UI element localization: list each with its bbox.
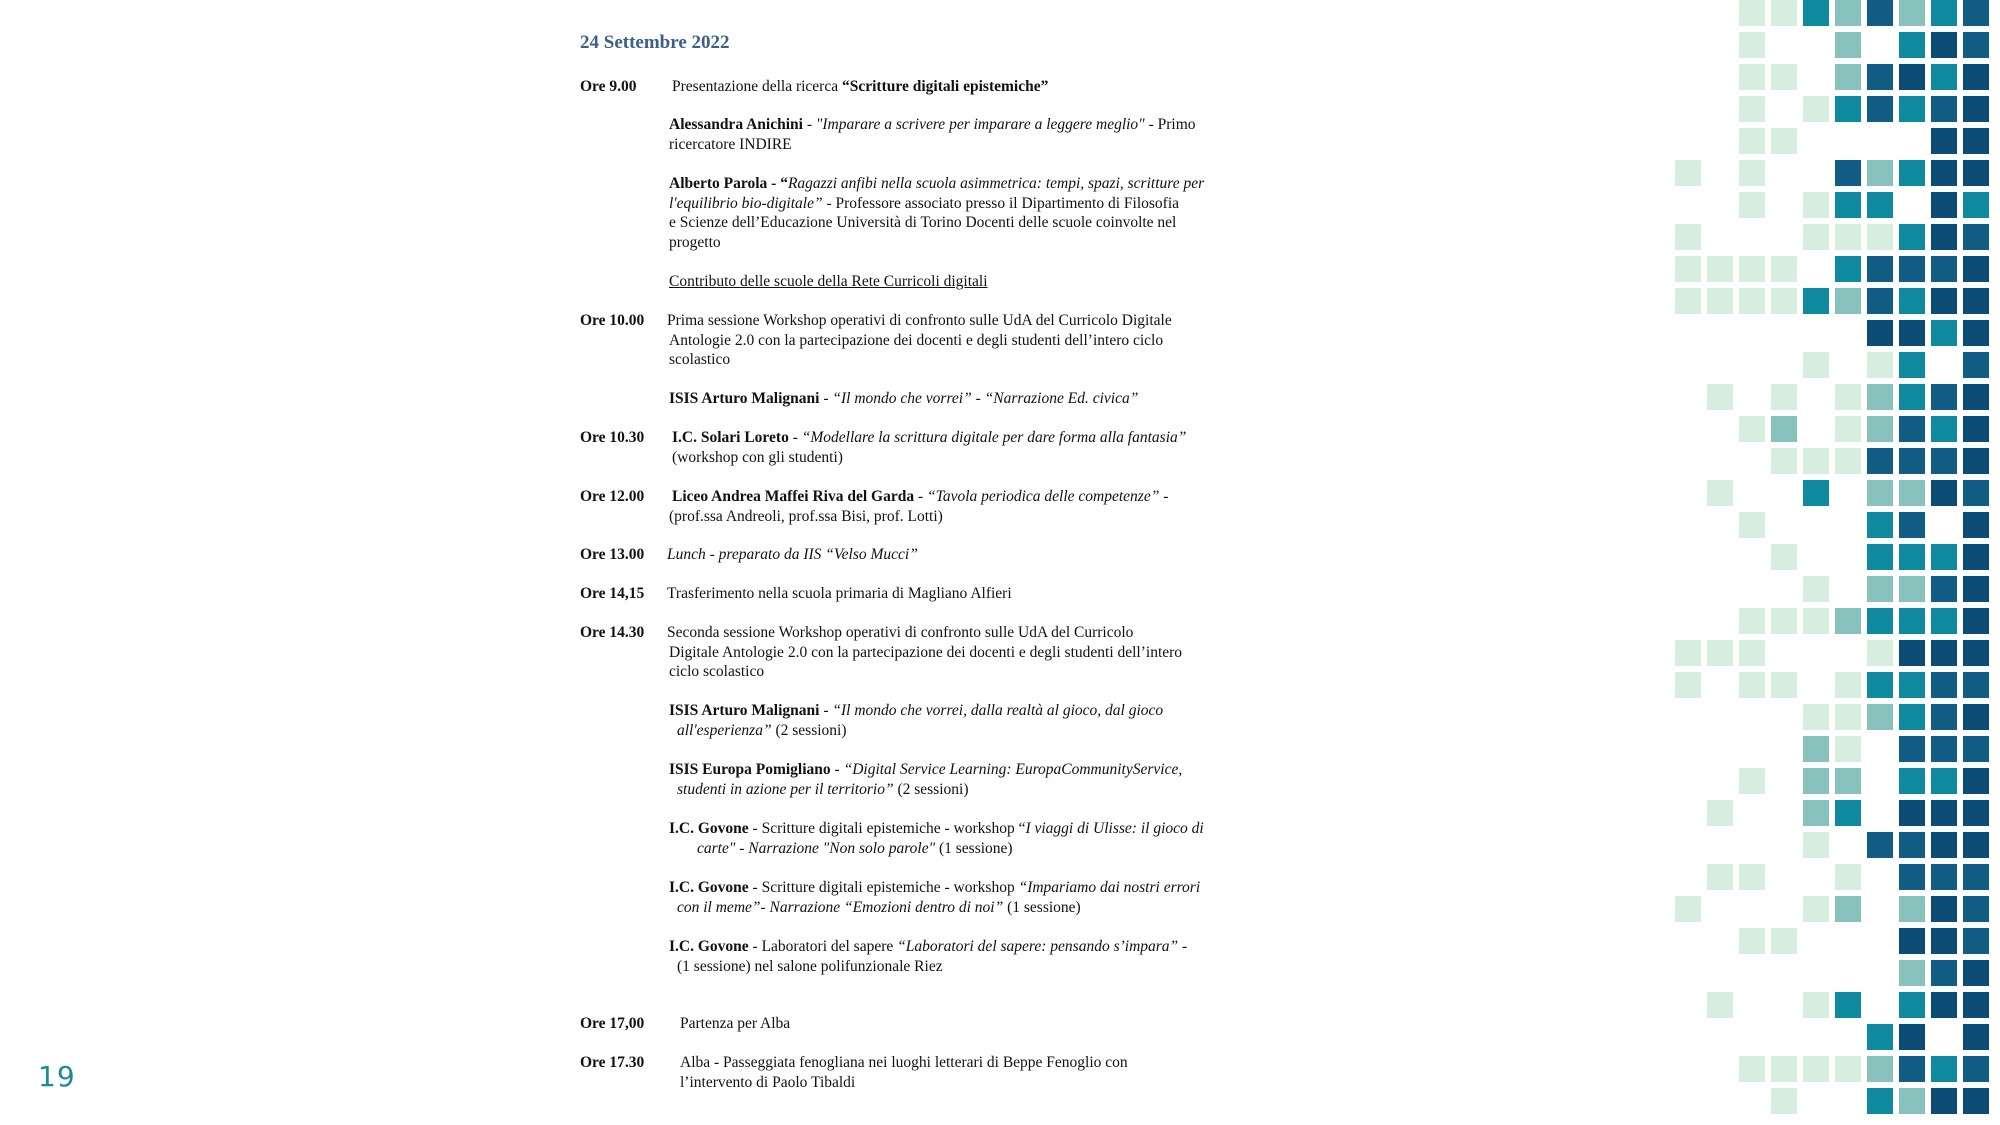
mosaic-square: [1963, 224, 1989, 250]
mosaic-square: [1963, 736, 1989, 762]
mosaic-square: [1931, 832, 1957, 858]
mosaic-square: [1803, 352, 1829, 378]
mosaic-square: [1899, 288, 1925, 314]
mosaic-square: [1931, 928, 1957, 954]
mosaic-square: [1707, 864, 1733, 890]
mosaic-square: [1835, 608, 1861, 634]
mosaic-square: [1931, 320, 1957, 346]
mosaic-square: [1835, 448, 1861, 474]
mosaic-square: [1867, 608, 1893, 634]
mosaic-square: [1835, 32, 1861, 58]
mosaic-square: [1707, 288, 1733, 314]
mosaic-square: [1803, 192, 1829, 218]
mosaic-square: [1867, 320, 1893, 346]
mosaic-square: [1963, 544, 1989, 570]
item-alba: Alba - Passeggiata fenogliana nei luoghi letterari di Beppe Fenoglio con l’intervento di Paolo Tibaldi: [680, 1054, 1128, 1091]
mosaic-square: [1739, 864, 1765, 890]
mosaic-square: [1771, 256, 1797, 282]
item-govone-3: I.C. Govone - Laboratori del sapere “Laboratori del sapere: pensando s’impara” - (1 sessione) nel salone polifunzionale Riez: [669, 938, 1188, 975]
time-1300: Ore 13.00: [580, 546, 645, 563]
mosaic-square: [1899, 608, 1925, 634]
item-govone-2: I.C. Govone - Scritture digitali epistemiche - workshop “Impariamo dai nostri errori con il meme”- Narrazione “Emozioni dentro di noi” (1 sessione): [669, 879, 1201, 916]
item-prima-sessione: Prima sessione Workshop operativi di confronto sulle UdA del Curricolo Digitale Antologie 2.0 con la partecipazione dei docenti e degli studenti dell’intero ciclo scolastico: [667, 312, 1172, 368]
mosaic-square: [1835, 192, 1861, 218]
mosaic-square: [1899, 640, 1925, 666]
mosaic-square: [1899, 544, 1925, 570]
mosaic-square: [1803, 704, 1829, 730]
mosaic-square: [1867, 96, 1893, 122]
mosaic-square: [1963, 992, 1989, 1018]
mosaic-square: [1963, 480, 1989, 506]
speaker-anichini: Alessandra Anichini - "Imparare a scrivere per imparare a leggere meglio" - Primo ricercatore INDIRE: [669, 116, 1196, 153]
mosaic-square: [1963, 672, 1989, 698]
mosaic-square: [1835, 224, 1861, 250]
mosaic-square: [1899, 416, 1925, 442]
speaker-parola: Alberto Parola - “Ragazzi anfibi nella scuola asimmetrica: tempi, spazi, scritture per l'equilibrio bio-digitale” - Professore associato presso il Dipartimento di Filosofia e Scienze dell’Educazione Università di Torino Docenti delle scuole coinvolte nel progetto: [669, 175, 1205, 251]
mosaic-square: [1931, 160, 1957, 186]
mosaic-square: [1867, 416, 1893, 442]
mosaic-square: [1899, 1024, 1925, 1050]
mosaic-square: [1803, 992, 1829, 1018]
mosaic-square: [1899, 0, 1925, 26]
mosaic-square: [1963, 768, 1989, 794]
mosaic-square: [1835, 800, 1861, 826]
mosaic-square: [1931, 768, 1957, 794]
mosaic-square: [1867, 1088, 1893, 1114]
page-number: 19: [38, 1060, 76, 1093]
item-solari-loreto: I.C. Solari Loreto - “Modellare la scrittura digitale per dare forma alla fantasia” (workshop con gli studenti): [672, 429, 1187, 466]
mosaic-square: [1963, 128, 1989, 154]
mosaic-square: [1739, 640, 1765, 666]
mosaic-square: [1899, 1056, 1925, 1082]
mosaic-square: [1771, 128, 1797, 154]
mosaic-square: [1867, 288, 1893, 314]
mosaic-square: [1899, 768, 1925, 794]
mosaic-square: [1963, 1088, 1989, 1114]
item-trasferimento: Trasferimento nella scuola primaria di Magliano Alfieri: [667, 585, 1012, 602]
mosaic-square: [1867, 352, 1893, 378]
mosaic-square: [1931, 736, 1957, 762]
mosaic-square: [1963, 320, 1989, 346]
mosaic-square: [1867, 576, 1893, 602]
mosaic-square: [1707, 640, 1733, 666]
item-govone-1: I.C. Govone - Scritture digitali epistemiche - workshop “I viaggi di Ulisse: il gioco di carte" - Narrazione "Non solo parole" (1 sessione): [669, 820, 1204, 857]
mosaic-square: [1867, 256, 1893, 282]
item-europa-pomigliano: ISIS Europa Pomigliano - “Digital Service Learning: EuropaCommunityService, studenti in azione per il territorio” (2 sessioni): [669, 761, 1183, 798]
mosaic-square: [1803, 0, 1829, 26]
mosaic-square: [1963, 352, 1989, 378]
mosaic-square: [1803, 832, 1829, 858]
mosaic-square: [1963, 448, 1989, 474]
mosaic-square: [1931, 1056, 1957, 1082]
mosaic-square: [1931, 480, 1957, 506]
time-1700: Ore 17,00: [580, 1015, 645, 1032]
contributo-link: Contributo delle scuole della Rete Curricoli digitali: [669, 273, 988, 290]
mosaic-square: [1835, 256, 1861, 282]
mosaic-square: [1931, 672, 1957, 698]
mosaic-square: [1867, 640, 1893, 666]
mosaic-square: [1835, 992, 1861, 1018]
mosaic-square: [1835, 864, 1861, 890]
mosaic-square: [1771, 608, 1797, 634]
time-1415: Ore 14,15: [580, 585, 645, 602]
mosaic-square: [1963, 896, 1989, 922]
mosaic-square: [1835, 736, 1861, 762]
mosaic-square: [1739, 608, 1765, 634]
mosaic-square: [1931, 640, 1957, 666]
mosaic-square: [1963, 32, 1989, 58]
mosaic-square: [1963, 928, 1989, 954]
mosaic-square: [1931, 288, 1957, 314]
mosaic-square: [1707, 256, 1733, 282]
mosaic-square: [1675, 224, 1701, 250]
mosaic-square: [1739, 416, 1765, 442]
mosaic-square: [1931, 864, 1957, 890]
mosaic-square: [1739, 512, 1765, 538]
mosaic-square: [1899, 352, 1925, 378]
mosaic-square: [1963, 96, 1989, 122]
mosaic-square: [1899, 672, 1925, 698]
mosaic-square: [1963, 1024, 1989, 1050]
mosaic-square: [1803, 288, 1829, 314]
mosaic-square: [1835, 96, 1861, 122]
mosaic-square: [1867, 448, 1893, 474]
mosaic-square: [1835, 288, 1861, 314]
program-date: 24 Settembre 2022: [580, 32, 730, 53]
mosaic-square: [1739, 160, 1765, 186]
mosaic-square: [1931, 608, 1957, 634]
mosaic-square: [1707, 992, 1733, 1018]
mosaic-square: [1899, 928, 1925, 954]
mosaic-square: [1963, 64, 1989, 90]
time-1000: Ore 10.00: [580, 312, 645, 329]
mosaic-square: [1899, 64, 1925, 90]
mosaic-square: [1899, 960, 1925, 986]
mosaic-square: [1739, 672, 1765, 698]
mosaic-square: [1963, 416, 1989, 442]
mosaic-square: [1675, 288, 1701, 314]
mosaic-square: [1835, 672, 1861, 698]
mosaic-square: [1963, 640, 1989, 666]
mosaic-square: [1675, 160, 1701, 186]
mosaic-square: [1867, 0, 1893, 26]
mosaic-square: [1963, 800, 1989, 826]
mosaic-square: [1835, 416, 1861, 442]
mosaic-square: [1675, 896, 1701, 922]
mosaic-square: [1739, 928, 1765, 954]
mosaic-square: [1739, 32, 1765, 58]
mosaic-square: [1771, 0, 1797, 26]
mosaic-square: [1931, 448, 1957, 474]
mosaic-square: [1739, 192, 1765, 218]
time-0900: Ore 9.00: [580, 78, 637, 95]
mosaic-square: [1771, 1088, 1797, 1114]
mosaic-square: [1771, 384, 1797, 410]
mosaic-square: [1867, 64, 1893, 90]
mosaic-square: [1835, 768, 1861, 794]
mosaic-square: [1931, 128, 1957, 154]
mosaic-square: [1931, 256, 1957, 282]
mosaic-square: [1771, 64, 1797, 90]
mosaic-square: [1835, 0, 1861, 26]
mosaic-square: [1931, 224, 1957, 250]
mosaic-square: [1739, 768, 1765, 794]
item-malignani-2: ISIS Arturo Malignani - “Il mondo che vorrei, dalla realtà al gioco, dal gioco all'esperienza” (2 sessioni): [669, 702, 1164, 739]
mosaic-square: [1675, 640, 1701, 666]
decorative-mosaic: [1675, 0, 2000, 1125]
mosaic-square: [1867, 1024, 1893, 1050]
mosaic-square: [1899, 896, 1925, 922]
mosaic-square: [1771, 1056, 1797, 1082]
mosaic-square: [1707, 384, 1733, 410]
mosaic-square: [1963, 288, 1989, 314]
time-1030: Ore 10.30: [580, 429, 645, 446]
mosaic-square: [1963, 960, 1989, 986]
mosaic-square: [1867, 512, 1893, 538]
mosaic-square: [1739, 1056, 1765, 1082]
mosaic-square: [1835, 64, 1861, 90]
mosaic-square: [1931, 96, 1957, 122]
mosaic-square: [1867, 160, 1893, 186]
mosaic-square: [1931, 800, 1957, 826]
mosaic-square: [1867, 192, 1893, 218]
mosaic-square: [1963, 512, 1989, 538]
item-liceo-maffei: Liceo Andrea Maffei Riva del Garda - “Tavola periodica delle competenze” - (prof.ssa Andreoli, prof.ssa Bisi, prof. Lotti): [669, 488, 1169, 525]
mosaic-square: [1771, 928, 1797, 954]
mosaic-square: [1931, 896, 1957, 922]
mosaic-square: [1771, 416, 1797, 442]
mosaic-square: [1771, 544, 1797, 570]
mosaic-square: [1931, 544, 1957, 570]
time-1430: Ore 14.30: [580, 624, 645, 641]
mosaic-square: [1931, 416, 1957, 442]
mosaic-square: [1931, 576, 1957, 602]
mosaic-square: [1739, 256, 1765, 282]
mosaic-square: [1867, 672, 1893, 698]
program-document: [580, 0, 1280, 1125]
mosaic-square: [1899, 32, 1925, 58]
mosaic-square: [1963, 384, 1989, 410]
mosaic-square: [1803, 96, 1829, 122]
mosaic-square: [1739, 64, 1765, 90]
mosaic-square: [1803, 608, 1829, 634]
mosaic-square: [1675, 672, 1701, 698]
mosaic-square: [1835, 160, 1861, 186]
mosaic-square: [1835, 384, 1861, 410]
mosaic-square: [1899, 448, 1925, 474]
mosaic-square: [1675, 256, 1701, 282]
mosaic-square: [1803, 768, 1829, 794]
mosaic-square: [1803, 1056, 1829, 1082]
mosaic-square: [1963, 192, 1989, 218]
mosaic-square: [1899, 320, 1925, 346]
mosaic-square: [1835, 896, 1861, 922]
mosaic-square: [1899, 736, 1925, 762]
mosaic-square: [1899, 384, 1925, 410]
time-1730: Ore 17.30: [580, 1054, 645, 1071]
mosaic-square: [1803, 448, 1829, 474]
mosaic-square: [1899, 480, 1925, 506]
mosaic-square: [1803, 736, 1829, 762]
mosaic-square: [1771, 448, 1797, 474]
mosaic-square: [1899, 832, 1925, 858]
mosaic-square: [1931, 32, 1957, 58]
mosaic-square: [1739, 96, 1765, 122]
mosaic-square: [1899, 160, 1925, 186]
mosaic-square: [1931, 960, 1957, 986]
mosaic-square: [1899, 864, 1925, 890]
mosaic-square: [1707, 800, 1733, 826]
mosaic-square: [1899, 256, 1925, 282]
mosaic-square: [1963, 864, 1989, 890]
mosaic-square: [1899, 96, 1925, 122]
mosaic-square: [1963, 576, 1989, 602]
mosaic-square: [1739, 128, 1765, 154]
mosaic-square: [1771, 288, 1797, 314]
mosaic-square: [1899, 576, 1925, 602]
mosaic-square: [1867, 704, 1893, 730]
mosaic-square: [1867, 1056, 1893, 1082]
mosaic-square: [1707, 480, 1733, 506]
mosaic-square: [1963, 0, 1989, 26]
mosaic-square: [1899, 1088, 1925, 1114]
mosaic-square: [1931, 1088, 1957, 1114]
mosaic-square: [1867, 224, 1893, 250]
mosaic-square: [1739, 288, 1765, 314]
item-partenza: Partenza per Alba: [680, 1015, 791, 1032]
mosaic-square: [1867, 480, 1893, 506]
mosaic-square: [1867, 544, 1893, 570]
mosaic-square: [1803, 480, 1829, 506]
mosaic-square: [1771, 672, 1797, 698]
mosaic-square: [1963, 160, 1989, 186]
time-1200: Ore 12.00: [580, 488, 645, 505]
item-seconda-sessione: Seconda sessione Workshop operativi di confronto sulle UdA del Curricolo Digitale Antologie 2.0 con la partecipazione dei docenti e degli studenti dell’intero ciclo scolastico: [667, 624, 1183, 680]
item-lunch: Lunch - preparato da IIS “Velso Mucci”: [667, 546, 918, 563]
mosaic-square: [1963, 832, 1989, 858]
mosaic-square: [1963, 1056, 1989, 1082]
mosaic-square: [1739, 0, 1765, 26]
mosaic-square: [1867, 832, 1893, 858]
mosaic-square: [1931, 704, 1957, 730]
mosaic-square: [1899, 704, 1925, 730]
mosaic-square: [1867, 384, 1893, 410]
mosaic-square: [1803, 224, 1829, 250]
mosaic-square: [1931, 192, 1957, 218]
item-malignani-1: ISIS Arturo Malignani - “Il mondo che vorrei” - “Narrazione Ed. civica”: [669, 390, 1139, 407]
mosaic-square: [1963, 608, 1989, 634]
mosaic-square: [1963, 256, 1989, 282]
item-presentazione: Presentazione della ricerca “Scritture digitali epistemiche”: [672, 78, 1049, 95]
mosaic-square: [1803, 800, 1829, 826]
mosaic-square: [1931, 992, 1957, 1018]
mosaic-square: [1835, 704, 1861, 730]
mosaic-square: [1899, 992, 1925, 1018]
mosaic-square: [1931, 0, 1957, 26]
mosaic-square: [1835, 1056, 1861, 1082]
mosaic-square: [1899, 512, 1925, 538]
mosaic-square: [1899, 224, 1925, 250]
mosaic-square: [1803, 576, 1829, 602]
mosaic-square: [1931, 64, 1957, 90]
mosaic-square: [1899, 800, 1925, 826]
mosaic-square: [1963, 704, 1989, 730]
mosaic-square: [1931, 384, 1957, 410]
mosaic-square: [1803, 896, 1829, 922]
